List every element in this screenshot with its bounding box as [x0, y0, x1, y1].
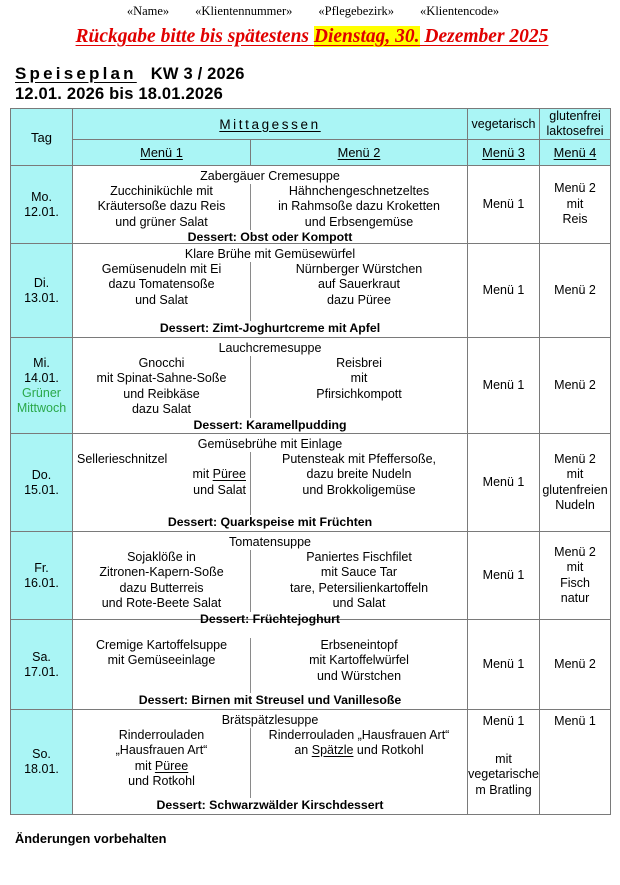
table-header: [11, 109, 611, 166]
menu-option-line: Menü 1: [482, 282, 525, 297]
menu-line: und Würstchen: [316, 668, 402, 683]
menu-1-content: [73, 262, 251, 321]
day-abbreviation: Do.: [31, 467, 52, 482]
menu-line: Zucchiniküchle mit: [110, 183, 213, 198]
menu-line: mit Gemüseeinlage: [107, 653, 216, 667]
day-cell: [11, 620, 73, 710]
menu-line: mit Sauce Tar: [320, 565, 398, 579]
table-row: [11, 710, 611, 815]
menu-line: Hähnchengeschnetzeltes: [288, 183, 430, 198]
day-cell: [11, 710, 73, 815]
meal-cell: [73, 434, 468, 532]
menu-line: mit Kartoffelwürfel: [309, 653, 409, 667]
menu-4-cell: [540, 710, 611, 815]
page-title-row: [10, 64, 610, 84]
menu-2-content: [251, 638, 467, 685]
menu-2-content: [251, 452, 467, 499]
menu-1-content: [73, 728, 251, 798]
notice-highlighted-date: Dienstag, 30.: [313, 26, 420, 47]
menu-line: Rinderrouladen: [118, 727, 205, 742]
menu-line: dazu Salat: [131, 402, 192, 416]
header-menu-3: Menü 3: [468, 140, 540, 166]
menu-3-cell: [468, 532, 540, 620]
day-abbreviation: Sa.: [32, 649, 51, 664]
day-date: 14.01.: [24, 370, 59, 385]
merge-field-client-code: «Klientencode»: [420, 4, 500, 18]
menu-4-cell: [540, 434, 611, 532]
menu-2-content: [251, 184, 467, 231]
menu-line: Erbseneintopf: [320, 637, 398, 652]
header-glutenfree-line1: glutenfrei: [549, 109, 601, 123]
menu-columns: [73, 262, 467, 321]
menu-4-cell: [540, 166, 611, 244]
menu-1-content: [73, 356, 251, 418]
dessert-line: Dessert: Schwarzwälder Kirschdessert: [156, 797, 384, 812]
dessert-line: Dessert: Obst oder Kompott: [187, 230, 353, 244]
menu-4-cell: [540, 532, 611, 620]
day-abbreviation: Di.: [33, 275, 50, 290]
menu-option-line: Menü 1: [482, 474, 525, 489]
menu-line: Kräutersoße dazu Reis: [97, 199, 226, 213]
meal-cell: [73, 166, 468, 244]
meal-plan-table: [10, 108, 611, 815]
menu-option-line: m Bratling: [475, 782, 532, 797]
menu-line: Gnocchi: [138, 355, 185, 370]
menu-1-content: [73, 638, 251, 693]
menu-option-line: mit: [495, 751, 512, 766]
menu-line: mit Spinat-Sahne-Soße: [96, 371, 227, 385]
menu-3-cell: [468, 244, 540, 338]
day-abbreviation: Mi.: [33, 355, 50, 370]
day-cell: [11, 338, 73, 434]
meal-cell: [73, 710, 468, 815]
menu-line: Rinderrouladen „Hausfrauen Art“: [268, 727, 450, 742]
header-menu-4: Menü 4: [540, 140, 611, 166]
menu-line: und Brokkoligemüse: [302, 482, 416, 497]
underlined-term: Püree: [212, 467, 246, 481]
menu-3-cell: [468, 338, 540, 434]
menu-columns: [73, 638, 467, 693]
menu-line: auf Sauerkraut: [318, 277, 400, 291]
menu-option-line: glutenfreien: [542, 482, 608, 497]
table-row: [11, 166, 611, 244]
menu-4-cell: [540, 338, 611, 434]
soup-course: Tomatensuppe: [229, 534, 312, 549]
menu-option-line: Menü 1: [482, 714, 525, 728]
day-abbreviation: Mo.: [31, 189, 52, 204]
header-day: Tag: [11, 109, 73, 166]
meal-cell: [73, 532, 468, 626]
merge-field-client-number: «Klientennummer»: [195, 4, 293, 18]
table-row: [11, 532, 611, 620]
menu-option-line: vegetarische: [468, 767, 539, 781]
header-vegetarian: vegetarisch: [468, 109, 540, 140]
meal-cell: [73, 338, 468, 434]
day-cell: [11, 532, 73, 620]
day-cell: [11, 166, 73, 244]
menu-option-line: mit: [566, 467, 584, 481]
meal-cell: [73, 244, 468, 338]
menu-columns: [73, 452, 467, 515]
menu-line: Reisbrei: [336, 355, 382, 370]
menu-option-line: Menü 1: [554, 714, 596, 728]
day-note: Mittwoch: [16, 400, 67, 415]
menu-3-cell: [468, 710, 540, 815]
menu-4-cell: [540, 244, 611, 338]
soup-course: Gemüsebrühe mit Einlage: [197, 436, 343, 451]
day-cell: [11, 434, 73, 532]
table-header-row-1: [11, 109, 611, 140]
day-date: 17.01.: [24, 664, 59, 679]
menu-option-line: natur: [560, 591, 590, 605]
menu-option-line: Menü 2: [554, 282, 596, 297]
menu-line: und Reibkäse: [123, 386, 200, 401]
day-note: Grüner: [22, 385, 61, 400]
menu-line: mit Püree: [192, 467, 246, 481]
menu-line: und Erbsengemüse: [304, 214, 414, 229]
menu-columns: [73, 184, 467, 231]
menu-line: Paniertes Fischfilet: [306, 549, 412, 564]
menu-line: Sojaklöße in: [127, 549, 196, 564]
meal-cell: [73, 620, 468, 710]
menu-line: Nürnberger Würstchen: [295, 261, 423, 276]
menu-line: dazu Püree: [327, 292, 391, 307]
menu-line: und Salat: [332, 596, 386, 610]
menu-line: Gemüsenudeln mit Ei: [101, 261, 222, 276]
menu-line: dazu Tomatensoße: [108, 277, 215, 291]
soup-course: Klare Brühe mit Gemüsewürfel: [184, 246, 356, 261]
menu-line: tare, Petersilienkartoffeln: [289, 580, 429, 595]
day-date: 18.01.: [24, 762, 59, 776]
menu-line: „Hausfrauen Art“: [115, 743, 208, 757]
return-deadline-notice: [10, 26, 610, 48]
menu-line: dazu Butterreis: [119, 580, 204, 595]
day-date: 15.01.: [24, 482, 59, 497]
header-lunch: Mittagessen: [73, 109, 468, 140]
dessert-line: Dessert: Karamellpudding: [193, 417, 347, 432]
menu-3-cell: [468, 620, 540, 710]
table-row: [11, 434, 611, 532]
footnote-changes-reserved: Änderungen vorbehalten: [15, 831, 167, 846]
menu-option-line: mit: [566, 560, 584, 574]
table-body: [11, 166, 611, 815]
menu-line: und Salat: [193, 482, 246, 497]
day-abbreviation: Fr.: [34, 560, 49, 575]
menu-line: Sellerieschnitzel: [77, 451, 168, 466]
menu-line: Pfirsichkompott: [316, 386, 402, 401]
underlined-term: Püree: [154, 758, 189, 773]
dessert-line: Dessert: Früchtejoghurt: [199, 611, 341, 626]
header-menu-2: Menü 2: [251, 140, 468, 166]
menu-1-content: [73, 184, 251, 231]
soup-course: [73, 621, 467, 638]
menu-1-content: [73, 550, 251, 612]
menu-2-content: [251, 356, 467, 403]
menu-option-line: Menü 1: [482, 567, 525, 582]
soup-course: Lauchcremesuppe: [218, 340, 322, 355]
day-cell: [11, 244, 73, 338]
menu-3-cell: [468, 166, 540, 244]
menu-line: mit: [350, 371, 368, 385]
menu-option-line: Menü 2: [554, 181, 596, 196]
menu-line: und Rote-Beete Salat: [101, 596, 222, 610]
day-date: 12.01.: [24, 204, 59, 219]
menu-columns: [73, 550, 467, 612]
menu-line: und grüner Salat: [115, 214, 208, 229]
day-abbreviation: So.: [32, 747, 51, 761]
header-glutenfree: [540, 109, 611, 140]
menu-option-line: Menü 2: [554, 656, 596, 671]
menu-line: und Rotkohl: [128, 774, 195, 788]
dessert-line: Dessert: Zimt-Joghurtcreme mit Apfel: [159, 320, 381, 335]
menu-option-line: Menü 1: [482, 196, 525, 211]
menu-2-content: [251, 550, 467, 612]
menu-2-content: [251, 728, 467, 759]
menu-line: und Salat: [135, 292, 188, 307]
soup-course: Zabergäuer Cremesuppe: [200, 168, 340, 183]
menu-line: dazu breite Nudeln: [306, 467, 412, 481]
table-row: [11, 620, 611, 710]
merge-field-name: «Name»: [126, 4, 170, 18]
menu-option-line: Nudeln: [555, 498, 595, 512]
menu-2-content: [251, 262, 467, 309]
menu-line: Zitronen-Kapern-Soße: [99, 565, 224, 579]
day-date: 13.01.: [24, 290, 59, 305]
menu-line: mit Püree: [134, 758, 189, 773]
menu-line: Cremige Kartoffelsuppe: [95, 637, 228, 652]
notice-prefix-text: Rückgabe bitte bis spätestens: [75, 26, 314, 47]
day-date: 16.01.: [24, 575, 59, 590]
header-menu-1: Menü 1: [73, 140, 251, 166]
calendar-week-label: KW 3 / 2026: [150, 65, 245, 83]
dessert-line: Dessert: Birnen mit Streusel und Vanillesoße: [138, 692, 402, 707]
header-glutenfree-line2: laktosefrei: [546, 124, 604, 138]
menu-option-line: Menü 1: [482, 656, 525, 671]
menu-option-line: mit: [566, 196, 584, 211]
dessert-line: Dessert: Quarkspeise mit Früchten: [167, 514, 373, 529]
menu-option-line: Reis: [562, 212, 588, 227]
menu-option-line: Menü 1: [482, 377, 525, 392]
menu-columns: [73, 356, 467, 418]
menu-columns: [73, 728, 467, 798]
merge-field-row: [10, 0, 610, 19]
soup-course: Brätspätzlesuppe: [221, 712, 319, 727]
table-row: [11, 244, 611, 338]
date-range-label: 12.01. 2026 bis 18.01.2026: [15, 85, 223, 103]
menu-4-cell: [540, 620, 611, 710]
menu-option-line: Fisch: [560, 575, 590, 590]
merge-field-care-district: «Pflegebezirk»: [318, 4, 395, 18]
underlined-term: Spätzle: [311, 743, 354, 757]
menu-line: an Spätzle und Rotkohl: [294, 743, 424, 757]
menu-option-line: Menü 2: [554, 451, 596, 466]
table-header-row-2: [11, 140, 611, 166]
menu-option-line: Menü 2: [554, 544, 596, 559]
menu-1-content: [73, 452, 251, 515]
page-title: Speiseplan: [15, 64, 137, 83]
menu-option-line: Menü 2: [554, 377, 596, 392]
menu-line: Putensteak mit Pfeffersoße,: [282, 451, 437, 466]
menu-3-cell: [468, 434, 540, 532]
notice-suffix-text: Dezember 2025: [419, 26, 549, 47]
menu-line: in Rahmsoße dazu Kroketten: [278, 199, 440, 213]
table-row: [11, 338, 611, 434]
